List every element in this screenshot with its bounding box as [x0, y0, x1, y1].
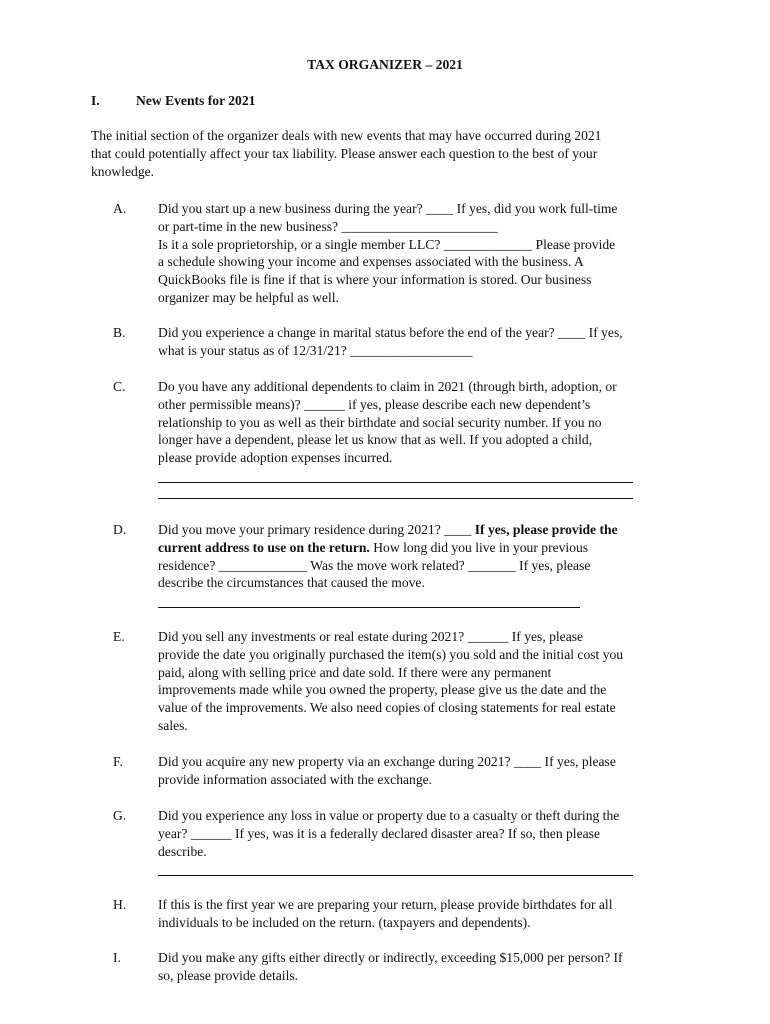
question-line: Did you experience a change in marital status before the end of the year? ____ If yes, [158, 325, 623, 340]
question-line: please provide adoption expenses incurred. [158, 450, 393, 466]
question-line: Did you experience any loss in value or property due to a casualty or theft during the [158, 808, 620, 823]
question-line: organizer may be helpful as well. [158, 289, 339, 305]
intro-line: The initial section of the organizer deals with new events that may have occurred during 2021 [91, 128, 602, 143]
question-letter: C. [113, 379, 126, 394]
question-line: other permissible means)? ______ if yes, please describe each new dependent’s [158, 396, 591, 412]
question-letter: B. [113, 325, 126, 340]
question-text [158, 628, 683, 735]
question-text [158, 807, 683, 876]
question-line: year? ______ If yes, was it is a federally declared disaster area? If so, then please [158, 825, 600, 841]
section-intro [91, 127, 681, 180]
question-text [158, 200, 683, 307]
answer-line[interactable] [158, 469, 633, 483]
question-line: Did you acquire any new property via an exchange during 2021? ____ If yes, please [158, 754, 616, 769]
question-text-normal: How long did you live in your previous [369, 539, 589, 555]
question-text-normal: Did you move your primary residence during 2021? ____ [158, 522, 475, 537]
answer-line[interactable] [158, 862, 633, 876]
question-letter: H. [113, 897, 127, 912]
question-line: value of the improvements. We also need copies of closing statements for real estate [158, 700, 616, 716]
answer-line[interactable] [158, 485, 633, 499]
question-text [158, 521, 683, 608]
question-text [158, 753, 683, 789]
question-letter: F. [113, 754, 123, 769]
question-line: relationship to you as well as their birthdate and social security number. If you no [158, 414, 602, 430]
question-line: provide information associated with the exchange. [158, 771, 433, 787]
intro-line: knowledge. [91, 163, 155, 179]
question-line: longer have a dependent, please let us know that as well. If you adopted a child, [158, 432, 593, 448]
question-letter: G. [113, 808, 127, 823]
question-text [158, 378, 683, 499]
question-line: a schedule showing your income and expenses associated with the business. A [158, 254, 584, 270]
question-line: individuals to be included on the return. (taxpayers and dependents). [158, 914, 531, 930]
question-text [158, 324, 683, 360]
question-line: Did you sell any investments or real estate during 2021? ______ If yes, please [158, 629, 584, 644]
document-title: TAX ORGANIZER – 2021 [307, 57, 463, 72]
question-line: describe the circumstances that caused the move. [158, 575, 425, 591]
intro-line: that could potentially affect your tax liability. Please answer each question to the best of your [91, 145, 598, 161]
question-line: or part-time in the new business? _______________________ [158, 218, 498, 234]
question-line: improvements made while you owned the property, please give us the date and the [158, 682, 607, 698]
question-line [158, 539, 683, 557]
question-text [158, 896, 683, 932]
question-line: QuickBooks file is fine if that is where your information is stored. Our business [158, 272, 592, 288]
question-line: residence? _____________ Was the move work related? _______ If yes, please [158, 557, 591, 573]
question-line: If this is the first year we are preparing your return, please provide birthdates for all [158, 897, 613, 912]
question-letter: E. [113, 629, 125, 644]
question-line: Did you start up a new business during the year? ____ If yes, did you work full-time [158, 201, 618, 216]
question-letter: I. [113, 950, 121, 965]
question-line: what is your status as of 12/31/21? __________________ [158, 342, 473, 358]
question-text [158, 949, 683, 985]
question-text-bold: If yes, please provide the [474, 522, 618, 537]
question-line: paid, along with selling price and date sold. If there were any permanent [158, 664, 552, 680]
question-letter: A. [113, 201, 127, 216]
section-title: New Events for 2021 [136, 93, 256, 108]
question-letter: D. [113, 522, 127, 537]
answer-line[interactable] [158, 594, 580, 608]
section-number: I. [91, 93, 100, 108]
question-line: Is it a sole proprietorship, or a single member LLC? _____________ Please provide [158, 236, 616, 252]
question-line: describe. [158, 843, 207, 859]
question-line: Do you have any additional dependents to claim in 2021 (through birth, adoption, or [158, 379, 617, 394]
question-line: so, please provide details. [158, 967, 299, 983]
question-line: provide the date you originally purchased the item(s) you sold and the initial cost you [158, 646, 624, 662]
question-line [158, 521, 683, 539]
question-line: Did you make any gifts either directly or indirectly, exceeding $15,000 per person? If [158, 950, 623, 965]
question-line: sales. [158, 717, 188, 733]
question-text-bold: current address to use on the return. [158, 539, 370, 555]
